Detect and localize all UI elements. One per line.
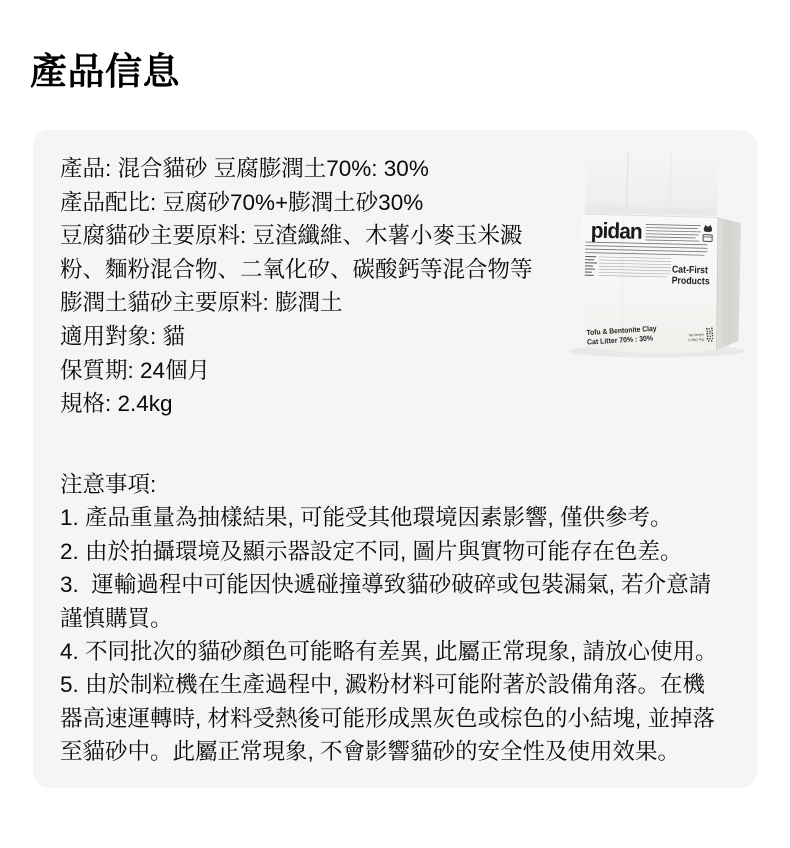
- spec-line-shelf-life: 保質期: 24個月: [60, 357, 211, 383]
- note-item-2: 2. 由於拍攝環境及顯示器設定不同, 圖片與實物可能存在色差。: [60, 538, 683, 564]
- page-title: 產品信息: [30, 51, 180, 92]
- notes-section: [60, 468, 722, 769]
- notes-heading: 注意事項:: [60, 472, 157, 497]
- spec-line-product: 產品: 混合貓砂 豆腐膨潤土70%: 30%: [60, 156, 429, 181]
- products-text: Products: [671, 275, 716, 288]
- note-item-3: 3. 運輸過程中可能因快遞碰撞導致貓砂破碎或包裝漏氣, 若介意請謹慎購買。: [60, 572, 712, 631]
- spec-line-target: 適用對象: 貓: [60, 323, 186, 349]
- package-top-flap: [585, 150, 718, 216]
- pidan-logo: pidan: [590, 217, 645, 244]
- product-spec-list: [60, 152, 535, 421]
- product-name-line1: Tofu & Bentonite Clay: [586, 323, 665, 338]
- spec-line-tofu-material: 豆腐貓砂主要原料: 豆渣纖維、木薯小麥玉米澱粉、麵粉混合物、二氧化矽、碳酸鈣等混合物等: [60, 223, 533, 282]
- spec-line-clay-material: 膨潤土貓砂主要原料: 膨潤土: [60, 290, 343, 316]
- spec-line-ratio: 產品配比: 豆腐砂70%+膨潤土砂30%: [60, 189, 424, 215]
- net-weight-label: Net Weight: [688, 332, 706, 338]
- product-info-card: [33, 130, 757, 788]
- package-side: [717, 218, 742, 351]
- net-weight-value: 5.29lb(2.4kg): [688, 337, 709, 343]
- cat-first-text: Cat-First: [671, 264, 714, 277]
- product-name-line2: Cat Litter 70% : 30%: [586, 333, 659, 347]
- spec-line-weight: 規格: 2.4kg: [60, 391, 173, 417]
- note-item-4: 4. 不同批次的貓砂顏色可能略有差異, 此屬正常現象, 請放心使用。: [60, 639, 718, 665]
- product-image: [561, 145, 757, 360]
- package-illustration: [561, 145, 757, 360]
- note-item-1: 1. 產品重量為抽樣結果, 可能受其他環境因素影響, 僅供參考。: [60, 505, 673, 531]
- note-item-5: 5. 由於制粒機在生產過程中, 澱粉材料可能附著於設備角落。在機器高速運轉時, 材料受熱後可能形成黑灰色或棕色的小結塊, 並掉落至貓砂中。此屬正常現象, 不會影響貓砂的安全性及使用效果。: [60, 672, 716, 765]
